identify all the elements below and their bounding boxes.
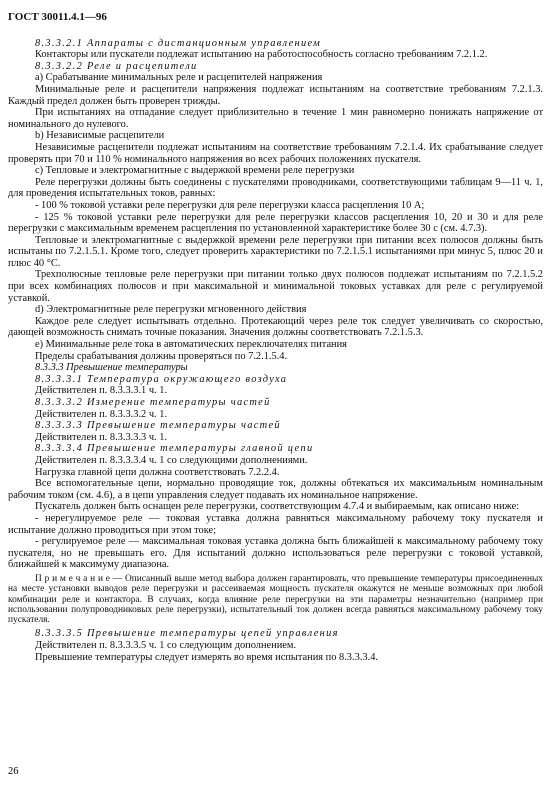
paragraph: Действителен п. 8.3.3.3.4 ч. 1 со следующими дополнениями. xyxy=(35,454,308,466)
paragraph: Нагрузка главной цепи должна соответствовать 7.2.2.4. xyxy=(35,466,280,478)
section-heading: 8.3.3.3.5 Превышение температуры цепей управления xyxy=(35,628,339,640)
paragraph: Тепловые и электромагнитные с выдержкой времени реле перегрузки при питании всех полюсов должны быть испытаны по 7.2.1.5.1. Кроме того, следует проверить характеристики по 7.2.1.5.1 испытаниями при минус 5, плюс 20 и плюс 40 °С. xyxy=(8,234,543,269)
paragraph: Действителен п. 8.3.3.3.1 ч. 1. xyxy=(35,385,168,397)
document-body xyxy=(8,38,543,664)
paragraph: Превышение температуры следует измерять во время испытания по 8.3.3.3.4. xyxy=(35,651,378,663)
page-header: ГОСТ 30011.4.1—96 xyxy=(8,11,107,23)
paragraph: Трехполюсные тепловые реле перегрузки при питании только двух полюсов подлежат испытаниям по 7.2.1.5.2 при всех комбинациях полюсов и при максимальной и минимальной токовых уставках для реле с регулируемой уставкой. xyxy=(8,269,543,304)
paragraph: Контакторы или пускатели подлежат испытанию на работоспособность согласно требованиям 7.2.1.2. xyxy=(35,49,488,61)
paragraph: Действителен п. 8.3.3.3.5 ч. 1 со следующим дополнением. xyxy=(35,639,297,651)
paragraph: Действителен п. 8.3.3.3.2 ч. 1. xyxy=(35,408,168,420)
paragraph: При испытаниях на отпадание следует приблизительно в течение 1 мин равномерно понижать напряжение от номинального до нулевого. xyxy=(8,107,543,130)
paragraph: а) Срабатывание минимальных реле и расцепителей напряжения xyxy=(35,72,323,84)
paragraph: Действителен п. 8.3.3.3.3 ч. 1. xyxy=(35,431,168,443)
paragraph: - 125 % токовой уставки реле перегрузки для реле перегрузки классов расцепления 10, 20 и 30 и для реле перегрузки с максимальным временем расцепления по установленной характеристике более 30 с (см. 4.7.3). xyxy=(8,211,543,235)
section-heading: 8.3.3.3.2 Измерение температуры частей xyxy=(35,397,271,408)
note-paragraph: П р и м е ч а н и е — Описанный выше метод выбора должен гарантировать, что превышение температуры присоединенных на месте установки выводов реле перегрузки и рассеиваемая мощность пускателя окажутся не меньше возможных при любой комбинации реле и контактора. В случаях, когда влияние реле перегрузки на эти параметры незначительно (например при использовании полупроводниковых реле перегрузки), испытательный ток должен всегда равняться максимальному рабочему току пускателя. xyxy=(8,573,543,626)
section-heading: 8.3.3.2.1 Аппараты с дистанционным управлением xyxy=(35,37,322,49)
paragraph: е) Минимальные реле тока в автоматических переключателях питания xyxy=(35,339,347,351)
paragraph: d) Электромагнитные реле перегрузки мгновенного действия xyxy=(35,304,307,316)
paragraph: Пускатель должен быть оснащен реле перегрузки, соответствующим 4.7.4 и выбираемым, как описано ниже: xyxy=(35,501,520,513)
paragraph: - 100 % токовой уставки реле перегрузки для реле перегрузки класса расцепления 10 А; xyxy=(35,199,425,211)
paragraph: - нерегулируемое реле — токовая уставка должна равняться максимальному рабочему току пускателя и испытание должно проводиться при этом токе; xyxy=(8,512,543,536)
section-heading: 8.3.3.3.1 Температура окружающего воздуха xyxy=(35,373,288,385)
section-heading: 8.3.3.3 Превышение температуры xyxy=(35,362,188,374)
paragraph: Каждое реле следует испытывать отдельно. Протекающий через реле ток следует увеличивать со скоростью, дающей возможность снимать точные показания. Значения должны соответствовать 7.2.1.5.3. xyxy=(8,315,543,339)
page-number: 26 xyxy=(8,766,19,777)
paragraph: Минимальные реле и расцепители напряжения подлежат испытаниям на соответствие требованиям 7.2.1.3. Каждый предел должен быть проверен трижды. xyxy=(8,83,543,107)
section-heading: 8.3.3.3.4 Превышение температуры главной цепи xyxy=(35,443,314,455)
section-heading: 8.3.3.3.3 Превышение температуры частей xyxy=(35,420,281,432)
paragraph: - регулируемое реле — максимальная токовая уставка должна быть ближайшей к максимальному рабочему току пускателя, но не превышать его. Для испытаний должно использоваться реле перегрузки с токовой уставкой, ближайшей к максимуму диапазона. xyxy=(8,536,543,571)
paragraph: с) Тепловые и электромагнитные с выдержкой времени реле перегрузки xyxy=(35,165,355,177)
section-heading: 8.3.3.2.2 Реле и расцепители xyxy=(35,60,198,72)
paragraph: Реле перегрузки должны быть соединены с пускателями проводниками, соответствующими таблицам 9—11 ч. 1, для проведения испытательных токов, равных: xyxy=(8,176,543,200)
paragraph: Пределы срабатывания должны проверяться по 7.2.1.5.4. xyxy=(35,350,288,362)
paragraph: Независимые расцепители подлежат испытаниям на соответствие требованиям 7.2.1.4. Их срабатывание следует проверять при 70 и 110 % номинального напряжения во всех рабочих положениях пускателя. xyxy=(8,141,543,165)
paragraph: b) Независимые расцепители xyxy=(35,130,165,142)
paragraph: Все вспомогательные цепи, нормально проводящие ток, должны обтекаться их максимальным номинальным рабочим током (см. 4.6), а в цепи управления следует подавать их номинальное напряжение. xyxy=(8,478,543,501)
